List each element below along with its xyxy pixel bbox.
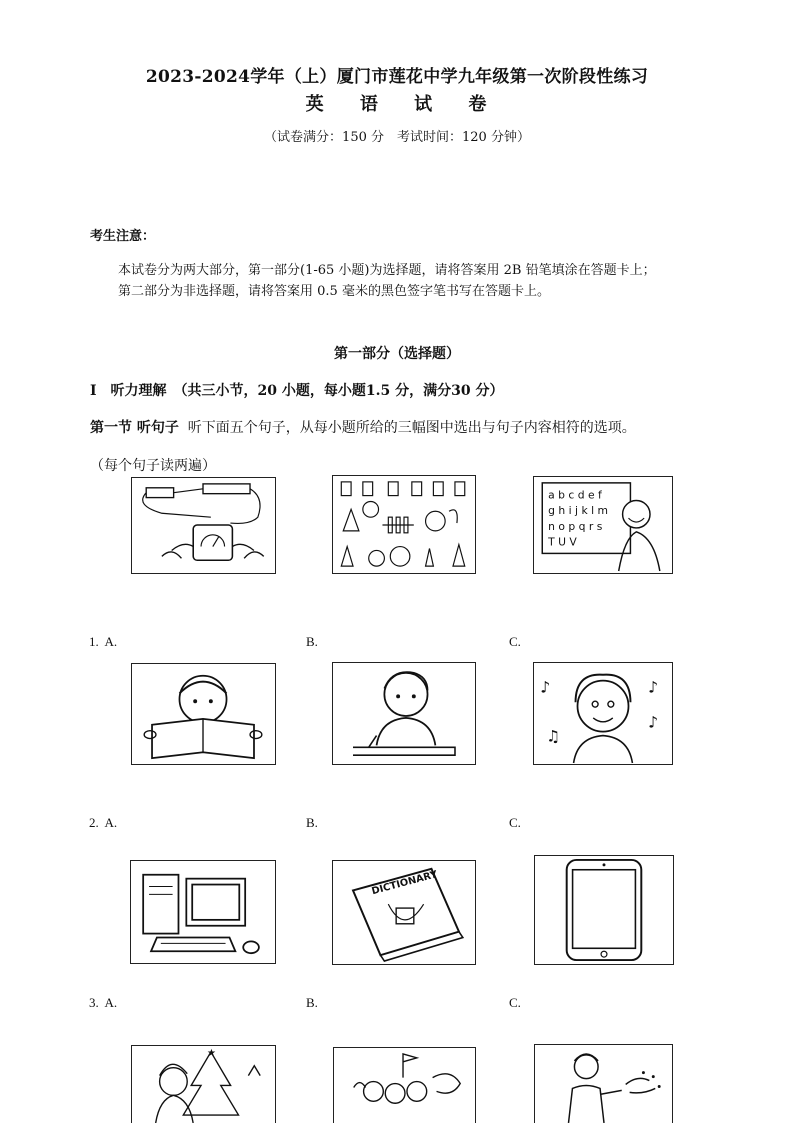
question-3-option-c: C. — [509, 995, 521, 1010]
alphabet-row-3: n o p q r s — [548, 519, 603, 533]
boy-writing-icon — [332, 662, 476, 765]
svg-text:★: ★ — [206, 1047, 216, 1059]
svg-text:♪: ♪ — [540, 677, 551, 697]
subsection-line — [90, 417, 636, 437]
question-3-option-a: 3. A. — [89, 995, 118, 1010]
christmas-icon — [131, 1045, 276, 1123]
festival-parade-icon — [333, 1047, 476, 1123]
alphabet-row-1: a b c d e f — [548, 488, 602, 502]
svg-text:♪: ♪ — [648, 677, 659, 697]
page-title: 2023-2024学年（上）厦门市莲花中学九年级第一次阶段性练习 — [145, 67, 649, 87]
question-3-option-b: B. — [306, 995, 318, 1010]
question-1-option-c: C. — [509, 634, 521, 649]
alphabet-row-2: g h i j k l m — [548, 504, 609, 518]
tablet-icon — [534, 855, 674, 965]
boy-splashing-icon — [534, 1044, 673, 1123]
question-1-option-b: B. — [306, 634, 318, 649]
question-2-option-a: 2. A. — [89, 815, 118, 830]
circuit-experiment-icon — [131, 477, 276, 574]
notice-line-1: 本试卷分为两大部分，第一部分(1-65 小题)为选择题，请将答案用 2B 铅笔填涂在答题卡上； — [118, 263, 656, 278]
svg-text:♫: ♫ — [546, 726, 561, 746]
question-2-option-c: C. — [509, 815, 521, 830]
subsection-instruction: 听下面五个句子，从每小题所给的三幅图中选出与句子内容相符的选项。 — [187, 420, 636, 436]
question-1-option-a: 1. A. — [89, 634, 118, 649]
page-subtitle: 英 语 试 卷 — [305, 94, 489, 115]
computer-icon — [130, 860, 276, 964]
subsection-title: 第一节 听句子 — [90, 420, 179, 436]
boy-reading-icon — [131, 663, 276, 765]
question-2-option-b: B. — [306, 815, 318, 830]
svg-text:♪: ♪ — [648, 712, 659, 732]
dictionary-icon — [332, 860, 476, 965]
girl-music-icon — [533, 662, 673, 765]
section-heading: I 听力理解 （共三小节，20 小题，每小题1.5 分，满分30 分） — [90, 383, 504, 399]
part-heading: 第一部分（选择题） — [334, 346, 460, 362]
dictionary-label: DICTIONARY — [370, 869, 439, 898]
notice-line-2: 第二部分为非选择题，请将答案用 0.5 毫米的黑色签字笔书写在答题卡上。 — [118, 284, 550, 299]
alphabet-row-4: T U V — [548, 535, 577, 549]
notice-heading: 考生注意： — [90, 229, 156, 244]
chemistry-lab-icon — [332, 475, 476, 574]
exam-meta: （试卷满分：150 分 考试时间：120 分钟） — [264, 130, 530, 145]
teacher-alphabet-icon — [533, 476, 673, 574]
subsection-note: （每个句子读两遍） — [90, 458, 216, 474]
